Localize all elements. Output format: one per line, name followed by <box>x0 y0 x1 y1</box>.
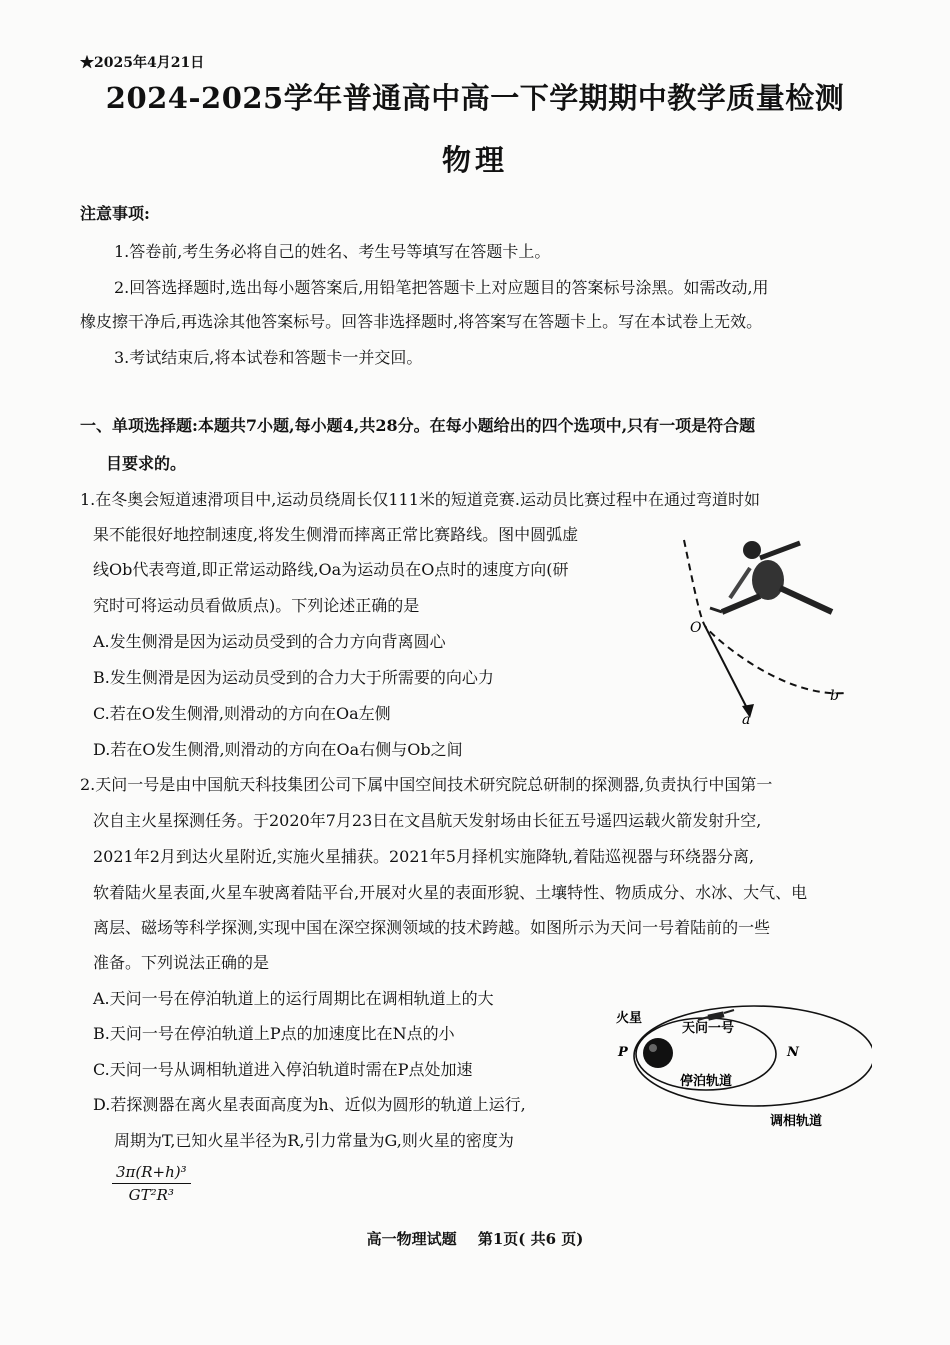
label-mars: 火星 <box>616 1011 643 1026</box>
label-p: P <box>618 1045 628 1060</box>
q2-stem-line-6: 准备。下列说法正确的是 <box>93 953 270 972</box>
q2-option-a: A.天问一号在停泊轨道上的运行周期比在调相轨道上的大 <box>93 989 494 1008</box>
q1-stem-line-4: 究时可将运动员看做质点)。下列论述正确的是 <box>93 596 420 615</box>
section-heading: 一、单项选择题:本题共7小题,每小题4,共28分。在每小题给出的四个选项中,只有一项是符合题 <box>80 416 756 435</box>
q2-option-b: B.天问一号在停泊轨道上P点的加速度比在N点的小 <box>93 1024 455 1043</box>
label-a: a <box>742 712 751 728</box>
exam-subject: 物理 <box>441 143 508 177</box>
orbit-diagram <box>612 1000 872 1135</box>
q1-option-c: C.若在O发生侧滑,则滑动的方向在Oa左侧 <box>93 704 391 723</box>
skater-figure <box>710 541 832 612</box>
q1-option-d: D.若在O发生侧滑,则滑动的方向在Oa右侧与Ob之间 <box>93 740 463 759</box>
footer-page-number: 第1页( 共6 页) <box>477 1230 584 1248</box>
section-heading-cont: 目要求的。 <box>106 454 187 473</box>
notice-item-3: 3.考试结束后,将本试卷和答题卡一并交回。 <box>114 348 423 367</box>
footer-subject: 高一物理试题 <box>366 1230 457 1248</box>
label-parking-orbit: 停泊轨道 <box>680 1074 733 1089</box>
page-footer <box>0 1228 950 1249</box>
label-phasing-orbit: 调相轨道 <box>770 1114 823 1129</box>
label-n: N <box>787 1045 799 1060</box>
q1-stem-line-1: 1.在冬奥会短道速滑项目中,运动员绕周长仅111米的短道竞赛.运动员比赛过程中在通过弯道时如 <box>80 490 760 509</box>
notice-item-2-cont: 橡皮擦干净后,再选涂其他答案标号。回答非选择题时,将答案写在答题卡上。写在本试卷上无效。 <box>80 312 763 331</box>
q1-stem-line-2: 果不能很好地控制速度,将发生侧滑而摔离正常比赛路线。图中圆弧虚 <box>93 525 579 544</box>
notice-item-2: 2.回答选择题时,选出每小题答案后,用铅笔把答题卡上对应题目的答案标号涂黑。如需改动,用 <box>114 278 769 297</box>
q2-stem-line-4: 软着陆火星表面,火星车驶离着陆平台,开展对火星的表面形貌、土壤特性、物质成分、水冰、大气、电 <box>93 883 808 902</box>
notice-item-1: 1.答卷前,考生务必将自己的姓名、考生号等填写在答题卡上。 <box>114 242 551 261</box>
q2-stem-line-3: 2021年2月到达火星附近,实施火星捕获。2021年5月择机实施降轨,着陆巡视器与环绕器分离, <box>93 847 755 866</box>
exam-date: ★2025年4月21日 <box>80 55 205 71</box>
q2-stem-line-1: 2.天问一号是由中国航天科技集团公司下属中国空间技术研究院总研制的探测器,负责执行中国第一 <box>80 775 773 794</box>
label-o: O <box>690 620 702 636</box>
q1-stem-line-3: 线Ob代表弯道,即正常运动路线,Oa为运动员在O点时的速度方向(研 <box>93 560 569 579</box>
skating-diagram <box>670 528 870 728</box>
label-probe: 天问一号 <box>682 1021 735 1036</box>
density-formula <box>112 1163 191 1204</box>
exam-title: 2024-2025学年普通高中高一下学期期中教学质量检测 <box>105 81 845 115</box>
q2-option-d-cont: 周期为T,已知火星半径为R,引力常量为G,则火星的密度为 <box>114 1131 514 1150</box>
q2-stem-line-5: 离层、磁场等科学探测,实现中国在深空探测领域的技术跨越。如图所示为天问一号着陆前的一些 <box>93 918 771 937</box>
q1-option-b: B.发生侧滑是因为运动员受到的合力大于所需要的向心力 <box>93 668 494 687</box>
q2-stem-line-2: 次自主火星探测任务。于2020年7月23日在文昌航天发射场由长征五号遥四运载火箭发射升空, <box>93 811 762 830</box>
formula-numerator: 3π(R+h)³ <box>112 1163 191 1184</box>
q2-option-c: C.天问一号从调相轨道进入停泊轨道时需在P点处加速 <box>93 1060 473 1079</box>
formula-denominator: GT²R³ <box>128 1186 174 1204</box>
q2-option-d: D.若探测器在离火星表面高度为h、近似为圆形的轨道上运行, <box>93 1095 526 1114</box>
q1-option-a: A.发生侧滑是因为运动员受到的合力方向背离圆心 <box>93 632 446 651</box>
velocity-oa-line <box>705 626 750 714</box>
label-b: b <box>830 688 839 704</box>
notice-heading: 注意事项: <box>80 204 150 223</box>
mars-planet <box>643 1038 673 1068</box>
